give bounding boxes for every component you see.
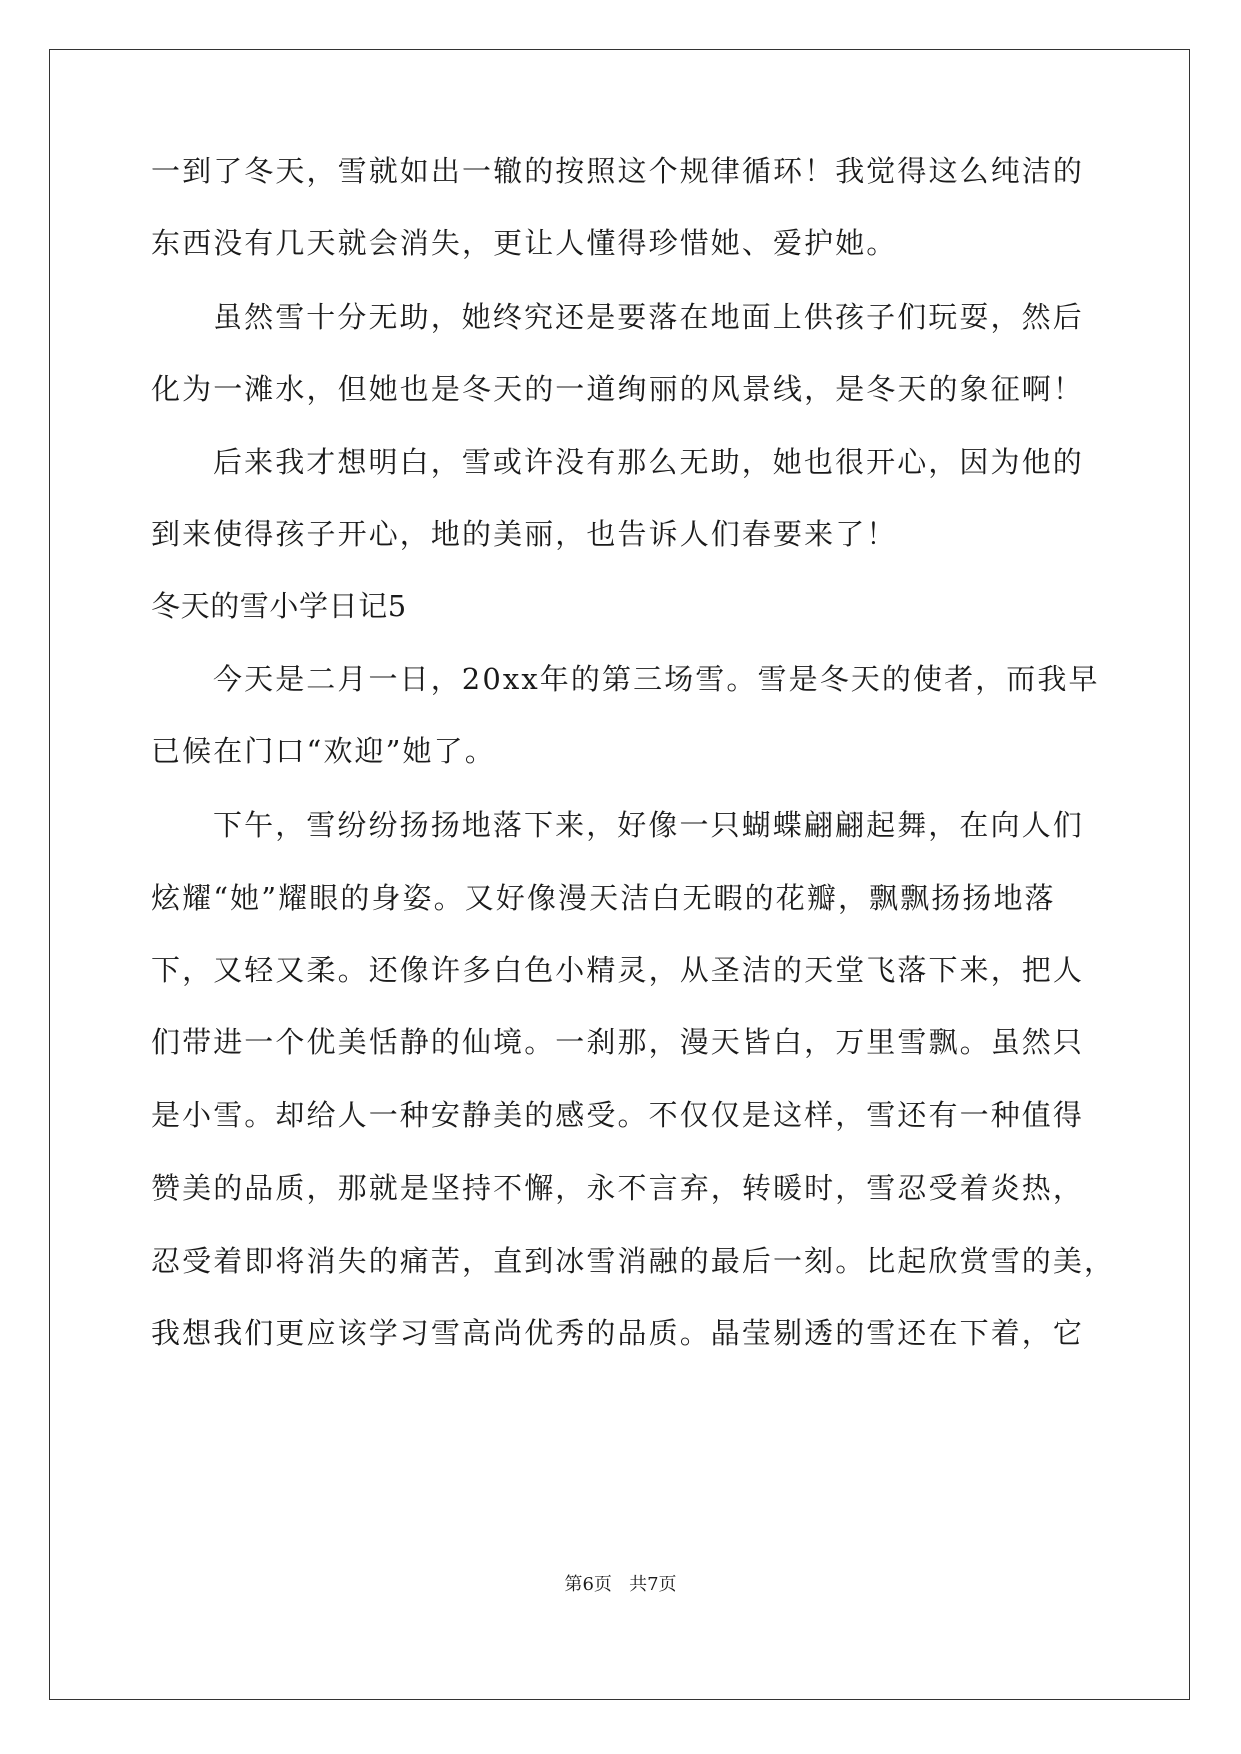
paragraph-line: 一到了冬天，雪就如出一辙的按照这个规律循环！我觉得这么纯洁的 [151, 154, 1085, 188]
paragraph-line: 是小雪。却给人一种安静美的感受。不仅仅是这样，雪还有一种值得 [151, 1098, 1085, 1132]
paragraph-line: 忍受着即将消失的痛苦，直到冰雪消融的最后一刻。比起欣赏雪的美， [151, 1244, 1116, 1278]
paragraph-line: 化为一滩水，但她也是冬天的一道绚丽的风景线，是冬天的象征啊！ [151, 372, 1085, 406]
paragraph-line: 下，又轻又柔。还像许多白色小精灵，从圣洁的天堂飞落下来，把人 [151, 953, 1085, 987]
paragraph-line: 下午，雪纷纷扬扬地落下来，好像一只蝴蝶翩翩起舞，在向人们 [213, 808, 1084, 842]
paragraph-line: 已候在门口“欢迎”她了。 [151, 734, 496, 768]
paragraph-line: 赞美的品质，那就是坚持不懈，永不言弃，转暖时，雪忍受着炎热， [151, 1171, 1085, 1205]
paragraph-line: 东西没有几天就会消失，更让人懂得珍惜她、爱护她。 [151, 226, 898, 260]
paragraph-line: 们带进一个优美恬静的仙境。一刹那，漫天皆白，万里雪飘。虽然只 [151, 1025, 1085, 1059]
paragraph-line: 今天是二月一日，20xx年的第三场雪。雪是冬天的使者，而我早 [213, 662, 1100, 696]
page-number: 第6页 [564, 1574, 612, 1595]
paragraph-line: 到来使得孩子开心，地的美丽，也告诉人们春要来了！ [151, 517, 898, 551]
page-total: 共7页 [629, 1574, 677, 1595]
paragraph-line: 我想我们更应该学习雪高尚优秀的品质。晶莹剔透的雪还在下着，它 [151, 1316, 1085, 1350]
page-footer [0, 1573, 1241, 1597]
paragraph-line: 炫耀“她”耀眼的身姿。又好像漫天洁白无暇的花瓣，飘飘扬扬地落 [151, 881, 1056, 915]
paragraph-line: 虽然雪十分无助，她终究还是要落在地面上供孩子们玩耍，然后 [213, 300, 1084, 334]
section-heading: 冬天的雪小学日记5 [151, 589, 407, 623]
paragraph-line: 后来我才想明白，雪或许没有那么无助，她也很开心，因为他的 [213, 445, 1084, 479]
